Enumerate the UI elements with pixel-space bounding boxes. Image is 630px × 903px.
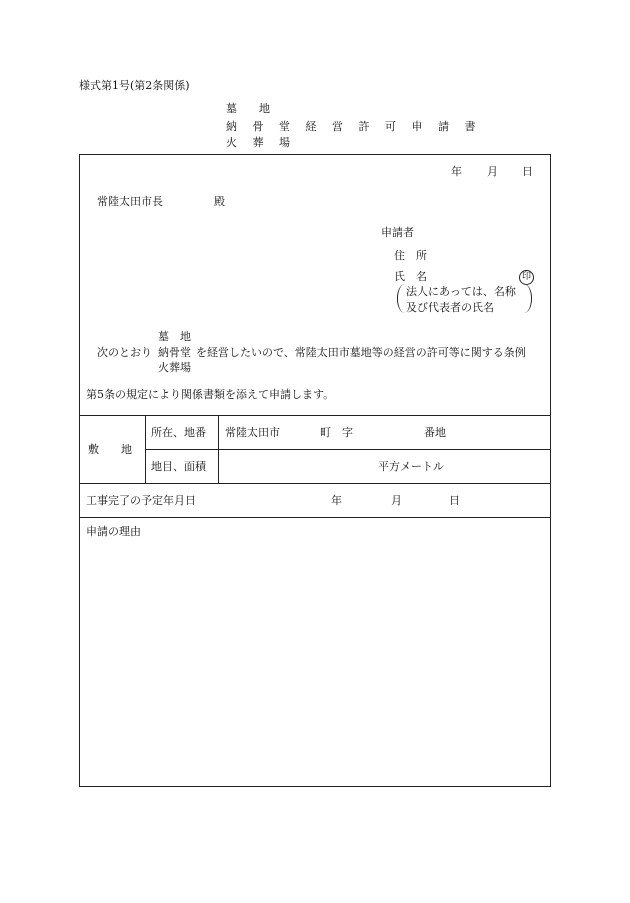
reason-label: 申請の理由: [86, 525, 141, 538]
date-day-label: 日: [522, 165, 533, 178]
applicant-address-label: 住 所: [394, 249, 427, 262]
date-year-label: 年: [451, 165, 462, 178]
applicant-name-label: 氏 名: [394, 270, 427, 283]
body-option-cemetery: 墓 地: [158, 330, 191, 343]
divider: [218, 415, 219, 483]
site-location-aza: 字: [342, 426, 353, 439]
corp-note-line2: 及び代表者の氏名: [406, 301, 494, 314]
site-location-label: 所在、地番: [151, 426, 206, 439]
completion-day: 日: [449, 494, 460, 507]
application-form-frame: [79, 154, 551, 787]
site-area-unit: 平方メートル: [378, 460, 444, 473]
completion-label: 工事完了の予定年月日: [86, 494, 196, 507]
divider: [145, 415, 146, 483]
site-land-label: 地目、面積: [151, 460, 206, 473]
date-month-label: 月: [487, 165, 498, 178]
completion-month: 月: [391, 494, 402, 507]
title-option-cemetery: 墓 地: [226, 102, 270, 115]
site-table-header: 敷 地: [88, 443, 132, 456]
divider: [79, 517, 551, 518]
divider: [79, 483, 551, 484]
form-number: 様式第1号(第2条関係): [79, 79, 190, 92]
body-lead: 次のとおり: [97, 346, 152, 359]
title-main: 納 骨 堂 経 営 許 可 申 請 書: [226, 120, 482, 133]
seal-icon: 印: [519, 270, 534, 285]
divider: [79, 415, 551, 416]
divider: [145, 449, 551, 450]
body-option-ossuary: 納骨堂: [158, 346, 191, 359]
addressee-name: 常陸太田市長: [97, 195, 163, 208]
applicant-heading: 申請者: [381, 226, 414, 239]
site-location-city: 常陸太田市: [225, 426, 280, 439]
corp-note-line1: 法人にあっては、名称: [406, 285, 516, 298]
completion-year: 年: [331, 494, 342, 507]
site-location-lot: 番地: [424, 426, 446, 439]
body-option-crematorium: 火葬場: [158, 361, 191, 374]
body-line2: 第5条の規定により関係書類を添えて申請します。: [86, 388, 335, 401]
site-location-town: 町: [320, 426, 331, 439]
addressee-honorific: 殿: [214, 195, 225, 208]
title-option-crematorium: 火 葬 場: [226, 136, 296, 149]
body-text: を経営したいので、常陸太田市墓地等の経営の許可等に関する条例: [196, 346, 526, 359]
